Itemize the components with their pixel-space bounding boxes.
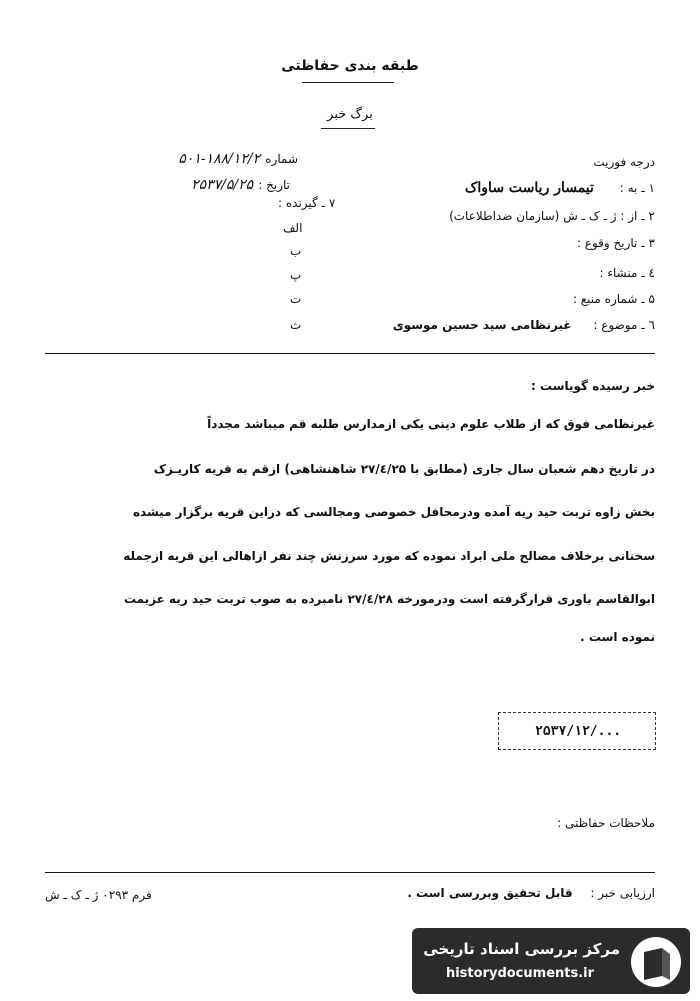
- evaluation: ارزیابی خبر : قابل تحقیق وبررسی است .: [407, 886, 655, 900]
- report-line: در تاریخ دهم شعبان سال جاری (مطابق با ۲۷/٤/۲۵ شاهنشاهی) ازقم به قریه کاریـزک: [153, 462, 655, 476]
- recipient-th: ث: [290, 318, 302, 332]
- field-origin: ٤ ـ منشاء :: [599, 266, 655, 280]
- priority-label: درجه فوریت: [593, 155, 655, 169]
- protective-notes-label: ملاحظات حفاظتی :: [557, 816, 655, 830]
- recipient-b: ب: [290, 244, 302, 258]
- recipient-a: الف: [283, 221, 303, 235]
- field-subject: ٦ ـ موضوع : غیرنظامی سید حسین موسوی: [392, 318, 655, 332]
- watermark-url: historydocuments.ir: [445, 966, 595, 981]
- form-title: برگ خبر: [327, 107, 373, 122]
- form-number: فرم ۰۲۹۳ ژ ـ ک ـ ش: [45, 888, 152, 902]
- recipient-p: پ: [290, 268, 302, 282]
- report-line: نموده است .: [580, 630, 655, 644]
- date-stamp-text: ۲۵۳۷/۱۲/...: [535, 724, 622, 739]
- field-to: ۱ ـ به : تیمسار ریاست ساواک: [464, 180, 655, 196]
- report-line: بخش زاوه تربت حید ریه آمده ودرمحافل خصوصی ومجالسی که دراین قریه برگزار میشده: [132, 505, 655, 519]
- archive-logo-icon: [628, 934, 684, 990]
- recipient-t: ت: [290, 292, 302, 306]
- form-title-underline: [321, 128, 375, 129]
- field-event-date: ۳ ـ تاریخ وقوع :: [576, 236, 655, 250]
- classification-underline: [302, 82, 394, 83]
- field-from: ۲ ـ از : ژ ـ ک ـ ش (سازمان ضداطلاعات): [449, 209, 655, 223]
- document-number: شماره ۱۸۸/۱۲/۲-۵۰۱: [178, 151, 298, 167]
- recipients-label: ۷ ـ گیرنده :: [278, 196, 336, 210]
- field-source-number: ۵ ـ شماره منبع :: [572, 292, 655, 306]
- report-line: غیرنظامی فوق که از طلاب علوم دینی یکی ازمدارس طلبه قم میباشد مجدداً: [207, 417, 655, 431]
- report-heading: خبر رسیده گویاست :: [531, 379, 655, 393]
- document-date: تاریخ : ۲۵۳۷/۵/۲۵: [191, 177, 290, 193]
- classification-header: طبقه بندی حفاظتی: [281, 58, 419, 74]
- report-line: سخنانی برخلاف مصالح ملی ابراد نموده که مورد سرزنش چند نفر ازاهالی این قریه ازجمله: [123, 549, 655, 563]
- watermark-name: مرکز بررسی اسناد تاریخی: [423, 940, 620, 958]
- report-line: ابوالقاسم باوری قرارگرفته است ودرمورخه ۲۷/٤/۲۸ نامبرده به صوب تربت حید ریه عزیمت: [123, 592, 655, 606]
- footer-divider: [45, 872, 655, 873]
- header-divider: [45, 353, 655, 354]
